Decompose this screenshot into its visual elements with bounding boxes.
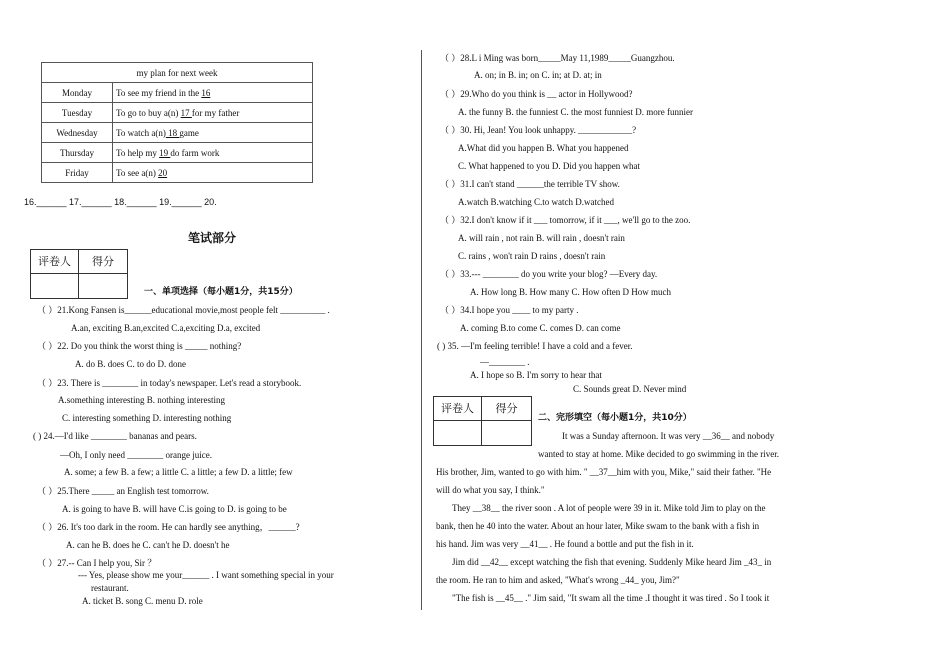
question-27: （ ）27.-- Can I help you, Sir ？ bbox=[37, 558, 157, 568]
question-35: ( ) 35. —I'm feeling terrible! I have a cold and a fever. bbox=[437, 341, 633, 351]
day-cell: Monday bbox=[42, 83, 113, 103]
section2-title: 二、完形填空（每小题1分，共10分） bbox=[538, 413, 692, 423]
question-24-options: A. some; a few B. a few; a little C. a little; a few D. a little; few bbox=[64, 467, 293, 477]
question-23-options-a: A.something interesting B. nothing interesting bbox=[58, 395, 225, 405]
question-29: （ ）29.Who do you think is __ actor in Hollywood? bbox=[440, 89, 633, 99]
answer-line: 16.______ 17.______ 18.______ 19.______ 20. bbox=[24, 197, 217, 207]
plan-cell: To watch a(n) 18 game bbox=[113, 123, 313, 143]
question-30-options-c: C. What happened to you D. Did you happen what bbox=[458, 161, 641, 171]
question-28-options: A. on; in B. in; on C. in; at D. at; in bbox=[474, 70, 602, 80]
question-26: （ ）26. It's too dark in the room. He can hardly see anything，______? bbox=[37, 522, 300, 532]
blank-16: 16 bbox=[201, 87, 211, 98]
table-row bbox=[42, 143, 313, 163]
plan-cell: To see my friend in the 16 bbox=[113, 83, 313, 103]
question-31: （ ）31.I can't stand ______the terrible TV show. bbox=[440, 179, 620, 189]
plan-cell: To go to buy a(n) 17 for my father bbox=[113, 103, 313, 123]
question-32-options-c: C. rains , won't rain D rains , doesn't rain bbox=[458, 251, 606, 261]
question-25-options: A. is going to have B. will have C.is going to D. is going to be bbox=[62, 504, 287, 514]
table-row bbox=[42, 103, 313, 123]
plan-table-title: my plan for next week bbox=[42, 63, 313, 83]
question-23: （ ）23. There is ________ in today's newspaper. Let's read a storybook. bbox=[37, 378, 302, 388]
table-row bbox=[42, 163, 313, 183]
plan-table bbox=[41, 62, 313, 183]
question-27-line2: --- Yes, please show me your______ . I want something special in your bbox=[78, 570, 334, 580]
question-27-line3: restaurant. bbox=[91, 583, 129, 593]
day-cell: Thursday bbox=[42, 143, 113, 163]
cloze-line-2: wanted to stay at home. Mike decided to go swimming in the river. bbox=[538, 449, 779, 459]
question-30: （ ）30. Hi, Jean! You look unhappy. ____________? bbox=[440, 125, 637, 135]
grader-label: 评卷人 bbox=[434, 397, 482, 421]
cloze-line-3: His brother, Jim, wanted to go with him. " __37__him with you, Mike," said their father. "He bbox=[436, 467, 772, 477]
question-21: （ ）21.Kong Fansen is______educational movie,most people felt __________ . bbox=[37, 305, 330, 315]
question-29-options: A. the funny B. the funniest C. the most funniest D. more funnier bbox=[458, 107, 693, 117]
question-34-options: A. coming B.to come C. comes D. can come bbox=[460, 323, 621, 333]
blank-20: 20 bbox=[158, 167, 168, 178]
cloze-line-1: It was a Sunday afternoon. It was very __36__ and nobody bbox=[562, 431, 775, 441]
blank-18: 18 bbox=[165, 127, 180, 138]
question-33-options: A. How long B. How many C. How often D How much bbox=[470, 287, 671, 297]
question-21-options: A.an, exciting B.an,excited C.a,exciting D.a, excited bbox=[71, 323, 261, 333]
question-27-options: A. ticket B. song C. menu D. role bbox=[82, 596, 203, 606]
question-33: （ ）33.--- ________ do you write your blog? —Every day. bbox=[440, 269, 658, 279]
cloze-line-6: bank, then he 40 into the water. About an hour later, Mike swam to the bank with a fish in bbox=[436, 521, 760, 531]
grader-cell bbox=[434, 421, 482, 445]
cloze-line-9: the room. He ran to him and asked, "What's wrong _44_ you, Jim?" bbox=[436, 575, 680, 585]
plan-cell: To see a(n) 20 bbox=[113, 163, 313, 183]
day-cell: Tuesday bbox=[42, 103, 113, 123]
question-31-options: A.watch B.watching C.to watch D.watched bbox=[458, 197, 614, 207]
question-35-line2: —________ . bbox=[480, 357, 530, 367]
cloze-line-5: They __38__ the river soon . A lot of people were 39 in it. Mike told Jim to play on the bbox=[452, 503, 766, 513]
question-32-options-a: A. will rain , not rain B. will rain , doesn't rain bbox=[458, 233, 625, 243]
blank-17: 17 bbox=[180, 107, 192, 118]
question-26-options: A. can he B. does he C. can't he D. doesn't he bbox=[66, 540, 230, 550]
table-row bbox=[42, 123, 313, 143]
score-label: 得分 bbox=[482, 397, 531, 421]
cloze-line-8: Jim did __42__ except watching the fish that evening. Suddenly Mike heard Jim _43_ in bbox=[452, 557, 772, 567]
score-box-2 bbox=[433, 396, 532, 446]
question-25: （ ）25.There _____ an English test tomorrow. bbox=[37, 486, 209, 496]
question-24: ( ) 24.—I'd like ________ bananas and pears. bbox=[33, 431, 197, 441]
table-row bbox=[42, 83, 313, 103]
question-30-options-a: A.What did you happen B. What you happened bbox=[458, 143, 629, 153]
question-34: （ ）34.I hope you ____ to my party . bbox=[440, 305, 579, 315]
cloze-line-10: "The fish is __45__ ." Jim said, "It swam all the time .I thought it was tired . So I took it bbox=[452, 593, 770, 603]
question-24-line2: —Oh, I only need ________ orange juice. bbox=[60, 450, 212, 460]
question-23-options-c: C. interesting something D. interesting nothing bbox=[62, 413, 232, 423]
question-35-options-c: C. Sounds great D. Never mind bbox=[573, 384, 687, 394]
score-box bbox=[30, 249, 128, 299]
cloze-line-4: will do what you say, I think." bbox=[436, 485, 545, 495]
question-28: （ ）28.L i Ming was born_____May 11,1989_____Guangzhou. bbox=[440, 53, 675, 63]
plan-cell: To help my 19 do farm work bbox=[113, 143, 313, 163]
day-cell: Wednesday bbox=[42, 123, 113, 143]
column-divider bbox=[421, 50, 422, 610]
blank-19: 19 bbox=[159, 147, 171, 158]
question-22-options: A. do B. does C. to do D. done bbox=[75, 359, 186, 369]
question-32: （ ）32.I don't know if it ___ tomorrow, if it ___, we'll go to the zoo. bbox=[440, 215, 691, 225]
question-22: （ ）22. Do you think the worst thing is _____ nothing? bbox=[37, 341, 242, 351]
cloze-line-7: his hand. Jim was very __41__ . He found a bottle and put the fish in it. bbox=[436, 539, 694, 549]
grader-label: 评卷人 bbox=[31, 250, 79, 274]
table-header-row bbox=[42, 63, 313, 83]
grader-cell bbox=[31, 274, 79, 298]
question-35-options-a: A. I hope so B. I'm sorry to hear that bbox=[470, 370, 602, 380]
written-section-title: 笔试部分 bbox=[188, 231, 237, 245]
section1-title: 一、单项选择（每小题1分，共15分） bbox=[144, 287, 298, 297]
day-cell: Friday bbox=[42, 163, 113, 183]
score-label: 得分 bbox=[79, 250, 127, 274]
